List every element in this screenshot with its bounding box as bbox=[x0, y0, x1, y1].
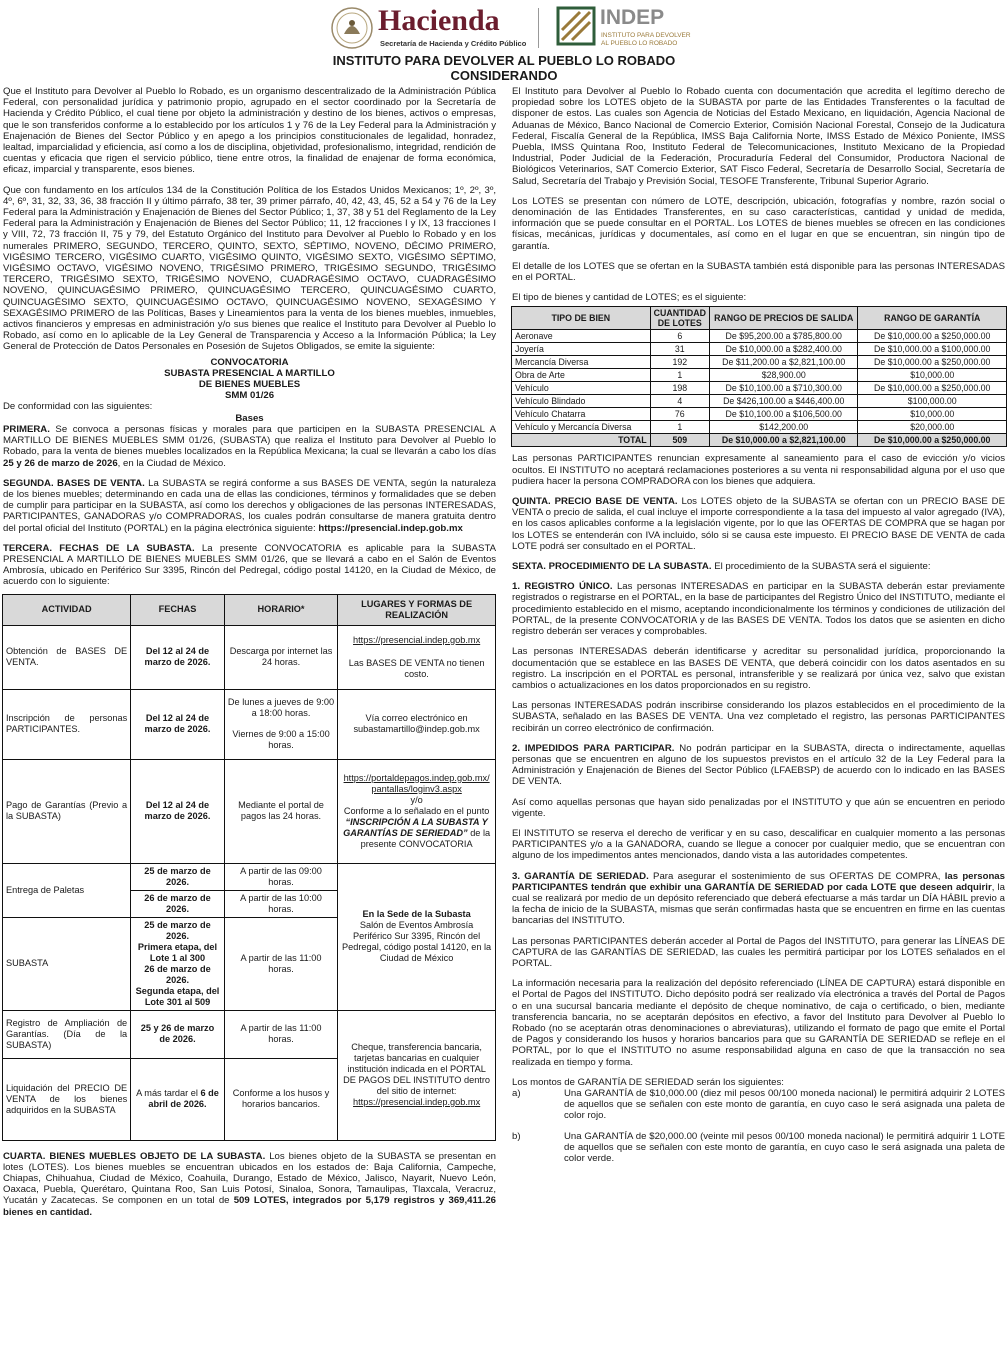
col-header: CUANTIDAD DE LOTES bbox=[650, 307, 709, 330]
bases-link[interactable]: https://presencial.indep.gob.mx bbox=[353, 634, 481, 645]
indep-name: INDEP bbox=[600, 6, 665, 29]
table-row: Vehículo Chatarra 76 De $10,100.00 a $106,500.00 $10,000.00 bbox=[512, 408, 1007, 421]
col-header: TIPO DE BIEN bbox=[512, 307, 651, 330]
right-para: Así como aquellas personas que hayan sido penalizadas por el INSTITUTO y que aún se encuentren en periodo vigente. bbox=[512, 796, 1005, 819]
right-column bbox=[512, 86, 1005, 1164]
col-header: RANGO DE PRECIOS DE SALIDA bbox=[709, 307, 858, 330]
garantia-item-b: b) Una GARANTÍA de $20,000.00 (veinte mil pesos 00/100 moneda nacional) le permitirá adquirir 1 LOTE de aquellos que se señalen con este monto de garantía, en cuyo caso le será asignada una paleta de color verde. bbox=[512, 1130, 1005, 1165]
table-row: Mercancía Diversa 192 De $11,200.00 a $2,821,100.00 De $10,000.00 a $250,000.00 bbox=[512, 356, 1007, 369]
hacienda-subtitle: Secretaría de Hacienda y Crédito Público bbox=[380, 39, 527, 48]
table-header-row bbox=[3, 594, 496, 625]
mexico-seal-icon bbox=[330, 6, 374, 50]
table-row: Entrega de Paletas 25 de marzo de 2026. A partir de las 09:00 horas. En la Sede de la Subasta Salón de Eventos Ambrosía Periférico Sur 3395, Rincón del Pedregal, código postal 14120, en la Ciudad de México bbox=[3, 863, 496, 890]
conformidad-text: De conformidad con las siguientes: bbox=[3, 401, 153, 413]
col-header: HORARIO* bbox=[224, 594, 337, 625]
base-quinta: QUINTA. PRECIO BASE DE VENTA. Los LOTES objeto de la SUBASTA se ofertan con un PRECIO BASE DE VENTA o precio de salida, el cual incluye el importe correspondiente a la tasa del impuesto al valor agregado (IVA), en los casos aplicables conforme a la legislación vigente, por lo que las OFERTAS DE COMPRA que se hagan por los LOTES se entenderán con IVA incluido, sólo si se causa este impuesto. El PRECIO BASE DE VENTA de cada LOTE podrá ser consultado en el PORTAL. bbox=[512, 496, 1005, 552]
table-row: Obra de Arte 1 $28,900.00 $10,000.00 bbox=[512, 369, 1007, 382]
considerando-2: Que con fundamento en los artículos 134 de la Constitución Política de los Estados Unidos Mexicanos; 1º, 2º, 3º, 4º, 6º, 31, 32, 33, 36, 38 fracción II y último párrafo, 38 ter, 39 primer párrafo, 40, 42, 43, 45, 52 a 54 y 76 de la Ley Federal para la Administración y Enajenación de Bienes del Sector Público; 1, 37, 38 y 51 del Reglamento de la Ley Federal para la Administración y Enajenación de Bienes del Sector Público; 11, 12 fracciones I y IX, 13 fracciones I y VIII, 72, 73 fracción II, 75 y 79, del Estatuto Orgánico del Instituto para Devolver al Pueblo lo Robado y en los numerales PRIMERO, SEGUNDO, TERCERO, QUINTO, SEXTO, SÉPTIMO, NOVENO, DÉCIMO PRIMERO, VIGÉSIMO TERCERO, VIGÉSIMO CUARTO, VIGÉSIMO QUINTO, VIGÉSIMO SEXTO, VIGÉSIMO SÉPTIMO, VIGÉSIMO OCTAVO, VIGÉSIMO NOVENO, TRIGÉSIMO PRIMERO, TRIGÉSIMO SEGUNDO, TRIGÉSIMO TERCERO, TRIGÉSIMO SEXTO, TRIGÉSIMO NOVENO, CUADRAGÉSIMO OCTAVO, CUADRAGÉSIMO NOVENO, QUINCUAGÉSIMO PRIMERO, QUINCUAGÉSIMO TERCERO, QUINCUAGÉSIMO CUARTO, QUINCUAGÉSIMO SEXTO, QUINCUAGÉSIMO OCTAVO, QUINCUAGÉSIMO NOVENO, SEXAGÉSIMO Y SEXAGÉSIMO PRIMERO de las Políticas, Bases y Lineamientos para la venta de los bienes muebles, inmuebles, activos financieros y empresas en administración y/o sus bienes que realice el Instituto para Devolver al Pueblo lo Robado, así como en lo aplicable de la Ley General de Transparencia y Acceso a la Información Pública; la Ley General de Protección de Datos Personales en Posesión de Sujetos Obligados, se emite la siguiente: bbox=[3, 184, 496, 353]
right-para: El INSTITUTO se reserva el derecho de verificar y en su caso, descalificar en cualquier momento a las personas PARTICIPANTES y/o a la GANADORA, cuando se llegue a conocer por cualquier medio, que se encuentran con alguno de los impedimentos antes mencionados, dando vista a las autoridades competentes. bbox=[512, 827, 1005, 862]
indep-logo bbox=[556, 6, 696, 52]
right-para: Los LOTES se presentan con número de LOTE, descripción, ubicación, fotografías y nombre, razón social o denominación de las Entidades Transferentes, en su caso características, cantidad y unidad de medida, información que se puede consultar en el PORTAL. Los LOTES de bienes muebles se ofrecen en las condiciones físicas, mecánicas, jurídicas y documentales, así como en el lugar en que se encuentran, sin ningún tipo de garantía. bbox=[512, 195, 1005, 252]
right-para: Las personas PARTICIPANTES renuncian expresamente al saneamiento para el caso de evicción y/o vicios ocultos. El INSTITUTO no aceptará reclamaciones posteriores a su venta ni responsabilidad alguna por el uso que pudiera hacer la persona COMPRADORA con los bienes que adquiera. bbox=[512, 453, 1005, 487]
col-header: ACTIVIDAD bbox=[3, 594, 131, 625]
base-cuarta: CUARTA. BIENES MUEBLES OBJETO DE LA SUBASTA. Los bienes objeto de la SUBASTA se presentan en lotes (LOTES). Los bienes muebles se encuentran ubicados en los estados de: Baja California, Campeche, Chiapas, Chihuahua, Ciudad de México, Coahuila, Durango, Estado de México, Jalisco, Nayarit, Nuevo León, Oaxaca, Puebla, Querétaro, Quintana Roo, San Luis Potosí, Sinaloa, Sonora, Tamaulipas, Tlaxcala, Veracruz, Yucatán y Zacatecas. Se componen en un total de 509 LOTES, integrados por 5,179 registros y 369,411.26 bienes en cantidad. bbox=[3, 1150, 496, 1218]
registro-unico: 1. REGISTRO ÚNICO. Las personas INTERESADAS en participar en la SUBASTA deberán estar previamente registrados o registrarse en el PORTAL, en la base de participantes del Registro Único del INSTITUTO, mediante el procedimiento establecido en el mismo, aceptando incondicionalmente los términos y condiciones de utilización del PORTAL, de la presente CONVOCATORIA y de las BASES DE VENTA. Todos los datos que se asienten en dicho registro deberán ser veraces y comprobables. bbox=[512, 581, 1005, 638]
right-para: La información necesaria para la realización del depósito referenciado (LÍNEA DE CAPTURA) estará disponible en el Portal de Pagos del INSTITUTO. Dicho depósito podrá ser realizado vía electrónica a través del Portal de Pagos o en una sucursal bancaria mediante el depósito de cheque nominativo, de caja o certificado, o bien, mediante transferencia bancaria, no se aceptarán depósitos en efectivo, a favor del Instituto para Devolver al Pueblo lo Robado (no se aceptarán otras denominaciones o abreviaturas), utilizando el formato de pago que emite el Portal de Pagos y considerando los husos y horarios bancarios para que su GARANTÍA DE SERIEDAD se refleje en el PORTAL, por lo que el INSTITUTO no asume responsabilidad alguna en caso de que la transacción no sea realizada en tiempo y forma. bbox=[512, 978, 1005, 1068]
table-row: Vehículo 198 De $10,100.00 a $710,300.00 De $10,000.00 a $250,000.00 bbox=[512, 382, 1007, 395]
title-line: INSTITUTO PARA DEVOLVER AL PUEBLO LO ROBADO bbox=[332, 53, 676, 68]
table-row: Aeronave 6 De $95,200.00 a $785,800.00 De $10,000.00 a $250,000.00 bbox=[512, 330, 1007, 343]
table-row: SUBASTA 25 de marzo de 2026. Primera etapa, del Lote 1 al 300 26 de marzo de 2026. Segunda etapa, del Lote 301 al 509 A partir de las 11:00 horas. bbox=[3, 917, 496, 1010]
page-header bbox=[0, 4, 1008, 52]
convocatoria-line: SMM 01/26 bbox=[224, 390, 275, 402]
considerando-heading: CONSIDERANDO bbox=[450, 68, 558, 83]
table-header-row bbox=[512, 307, 1007, 330]
base-primera: PRIMERA. Se convoca a personas físicas y morales para que participen en la SUBASTA PRESENCIAL A MARTILLO DE BIENES MUEBLES SMM 01/26, (SUBASTA) que realiza el Instituto para Devolver al Pueblo lo Robado, para la venta de bienes muebles localizados en la República Mexicana; la cual se llevarán a cabo los días 25 y 26 de marzo de 2026, en la Ciudad de México. bbox=[3, 423, 496, 469]
col-header: FECHAS bbox=[131, 594, 225, 625]
table-row: Vehículo Blindado 4 De $426,100.00 a $446,400.00 $100,000.00 bbox=[512, 395, 1007, 408]
document-title bbox=[0, 53, 1008, 83]
garantia-item-a: a) Una GARANTÍA de $10,000.00 (diez mil pesos 00/100 moneda nacional) le permitirá adquirir 2 LOTES de aquellos que se señalen con este monto de garantía, en cuyo caso le será asignada una paleta de color rojo. bbox=[512, 1088, 1005, 1122]
base-tercera: TERCERA. FECHAS DE LA SUBASTA. La presente CONVOCATORIA es aplicable para la SUBASTA PRESENCIAL A MARTILLO DE BIENES MUEBLES SMM 01/26, que se llevará a cabo en el Salón de Eventos Ambrosía, ubicado en Periférico Sur 3395, Rincón del Pedregal, código postal 14120, en la Ciudad de México, de acuerdo con lo siguiente: bbox=[3, 542, 496, 588]
convocatoria-heading bbox=[3, 357, 496, 402]
table-row: 26 de marzo de 2026. A partir de las 10:00 horas. bbox=[3, 890, 496, 917]
table-row: Liquidación del PRECIO DE VENTA de los bienes adquiridos en la SUBASTA A más tardar el 6 de abril de 2026. Conforme a los husos y horarios bancarios. bbox=[3, 1058, 496, 1140]
table-row: Pago de Garantías (Previo a la SUBASTA) Del 12 al 24 de marzo de 2026. Mediante el portal de pagos las 24 horas. https://portaldepagos.indep.gob.mx/pantallas/loginv3.aspx y/o Conforme a lo señalado en el punto “INSCRIPCIÓN A LA SUBASTA Y GARANTÍAS DE SERIEDAD” de la presente CONVOCATORIA bbox=[3, 759, 496, 863]
table-row: Vehículo y Mercancía Diversa 1 $142,200.00 $20,000.00 bbox=[512, 421, 1007, 434]
convocatoria-line: CONVOCATORIA bbox=[210, 356, 289, 368]
convocatoria-line: SUBASTA PRESENCIAL A MARTILLO bbox=[164, 367, 335, 379]
col-header: LUGARES Y FORMAS DE REALIZACIÓN bbox=[338, 594, 496, 625]
table-row: Joyería 31 De $10,000.00 a $282,400.00 De $10,000.00 a $100,000.00 bbox=[512, 343, 1007, 356]
garantia-seriedad: 3. GARANTÍA DE SERIEDAD. Para asegurar el sostenimiento de sus OFERTAS DE COMPRA, las personas PARTICIPANTES tendrán que exhibir una GARANTÍA DE SERIEDAD por cada LOTE que deseen adquirir, la cual se realizará por medio de un depósito referenciado que deberá efectuarse a más tardar un DÍA HÁBIL previo a la fecha de inicio de la SUBASTA, mismas que serán confirmadas hasta que se encuentren en firme en las cuentas bancarias del INSTITUTO. bbox=[512, 870, 1005, 927]
pagos-link[interactable]: https://portaldepagos.indep.gob.mx/pantallas/loginv3.aspx bbox=[343, 772, 490, 794]
lots-table bbox=[511, 306, 1007, 447]
impedidos: 2. IMPEDIDOS PARA PARTICIPAR. No podrán participar en la SUBASTA, directa o indirectamente, aquellas personas que se encuentren en alguno de los supuestos previstos en el artículo 32 de la Ley Federal para la Administración y Enajenación de Bienes del Sector Público (LFAEBSP) de acuerdo con lo indicado en las BASES DE VENTA. bbox=[512, 742, 1005, 788]
right-para: El detalle de los LOTES que se ofertan en la SUBASTA también está disponible para las personas INTERESADAS en el PORTAL. bbox=[512, 260, 1005, 284]
convocatoria-line: DE BIENES MUEBLES bbox=[198, 379, 301, 391]
right-para: Las personas INTERESADAS deberán identificarse y acreditar su personalidad jurídica, proporcionando la documentación que se establece en las BASES DE VENTA, que deberá coincidir con los datos asentados en su registro. La inscripción en el PORTAL es personal, intransferible y se realizará por única vez, salvo que existan cambios o actualizaciones en los datos proporcionados en su registro. bbox=[512, 646, 1005, 691]
logo-divider bbox=[538, 8, 539, 48]
right-para: Los montos de GARANTÍA DE SERIEDAD serán los siguientes: bbox=[512, 1076, 784, 1088]
col-header: RANGO DE GARANTÍA bbox=[858, 307, 1007, 330]
indep-subtitle: INSTITUTO PARA DEVOLVER AL PUEBLO LO ROBADO bbox=[601, 32, 691, 47]
base-sexta: SEXTA. PROCEDIMIENTO DE LA SUBASTA. El procedimiento de la SUBASTA será el siguiente: bbox=[512, 561, 931, 573]
portal-url: https://presencial.indep.gob.mx bbox=[318, 522, 463, 534]
right-para: El Instituto para Devolver al Pueblo lo Robado cuenta con documentación que acredita el legítimo derecho de propiedad sobre los LOTES objeto de la SUBASTA por parte de las Entidades Transferentes o la facultad de disponer de estos. Las cuales son Agencia de Noticias del Estado Mexicano, en liquidación, Agencia Nacional de Aduanas de México, Banco Nacional de Comercio Exterior, Comisión Nacional Forestal, Consejo de la Judicatura Federal, Fiscalía General de la República, IMSS Baja California Norte, IMSS Estado de México Poniente, IMSS Puebla, IMSS Quintana Roo, Instituto Federal de Telecomunicaciones, Instituto Mexicano de la Propiedad Industrial, Poder Judicial de la Federación, Procuraduría Federal del Consumidor, Productora Nacional de Biológicos Veterinarios, SAT Comercio Exterior, SAT Fisco Federal, Secretaría de Desarrollo Social, Secretaría de Salud, Secretaría del Trabajo y Previsión Social, TESOFE Transferente, Tribunal Superior Agrario. bbox=[512, 86, 1005, 187]
hacienda-logo bbox=[330, 4, 527, 52]
table-row: Obtención de BASES DE VENTA. Del 12 al 24 de marzo de 2026. Descarga por internet las 24 horas. https://presencial.indep.gob.mx Las BASES DE VENTA no tienen costo. bbox=[3, 625, 496, 689]
considerando-1: Que el Instituto para Devolver al Pueblo lo Robado, es un organismo descentralizado de la Administración Pública Federal, con personalidad jurídica y patrimonio propio, agrupado en el sector coordinado por la Secretaría de Hacienda y Crédito Público, el cual tiene por objeto la administración y destino de los bienes, activos o empresas, que le son transferidos conforme a lo establecido por los artículos 1 y 76 de la Ley Federal para la Administración y Enajenación de Bienes del Sector Público y en apego a los principios constitucionales de legalidad, honradez, lealtad, imparcialidad y eficiencia, así como a los de disciplina, objetividad, profesionalismo, integridad, rendición de cuentas y eficacia que rigen el servicio público, tiene entre otros, la finalidad de enajenar de forma económica, eficaz, imparcial y transparente, esos bienes. bbox=[3, 86, 496, 176]
table-row: Registro de Ampliación de Garantías. (Día de la SUBASTA) 25 y 26 de marzo de 2026. A partir de las 11:00 horas. Cheque, transferencia bancaria, tarjetas bancarias en cualquier institución indicada en el PORTAL DE PAGOS DEL INSTITUTO dentro del sitio de internet: https://presencial.indep.gob.mx bbox=[3, 1010, 496, 1058]
presencial-link[interactable]: https://presencial.indep.gob.mx bbox=[353, 1097, 481, 1108]
total-row: TOTAL 509 De $10,000.00 a $2,821,100.00 De $10,000.00 a $250,000.00 bbox=[512, 434, 1007, 447]
right-para: El tipo de bienes y cantidad de LOTES; es el siguiente: bbox=[512, 292, 747, 304]
hacienda-name: Hacienda bbox=[378, 4, 500, 37]
indep-mark-icon bbox=[556, 6, 596, 46]
table-row: Inscripción de personas PARTICIPANTES. Del 12 al 24 de marzo de 2026. De lunes a jueves de 9:00 a 18:00 horas. Viernes de 9:00 a 15:00 horas. Vía correo electrónico en subastamartillo@indep.gob.mx bbox=[3, 689, 496, 759]
activities-table bbox=[2, 594, 496, 1141]
base-segunda: SEGUNDA. BASES DE VENTA. La SUBASTA se regirá conforme a sus BASES DE VENTA, según la naturaleza de los bienes muebles; determinando en cada una de ellas las condiciones, términos y formalidades que se deben de cumplir para participar en la SUBASTA, así como los derechos y obligaciones de las personas INTERESADAS, PARTICIPANTES, GANADORAS y/o COMPRADORAS, los cuales podrán consultarse de manera gratuita dentro del portal oficial del Instituto (PORTAL) en la página electrónica siguiente: https://presencial.indep.gob.mx bbox=[3, 477, 496, 534]
right-para: Las personas PARTICIPANTES deberán acceder al Portal de Pagos del INSTITUTO, para generar las LÍNEAS DE CAPTURA de las GARANTÍAS DE SERIEDAD, las cuales les permitirá participar por los LOTES señalados en el PORTAL. bbox=[512, 935, 1005, 969]
bases-heading: Bases bbox=[235, 412, 264, 424]
right-para: Las personas INTERESADAS podrán inscribirse considerando los plazos establecidos en el procedimiento de la SUBASTA, señalado en las BASES DE VENTA. Una vez completado el registro, las personas PARTICIPANTES recibirán un correo electrónico de confirmación. bbox=[512, 700, 1005, 734]
left-column bbox=[3, 86, 496, 1227]
